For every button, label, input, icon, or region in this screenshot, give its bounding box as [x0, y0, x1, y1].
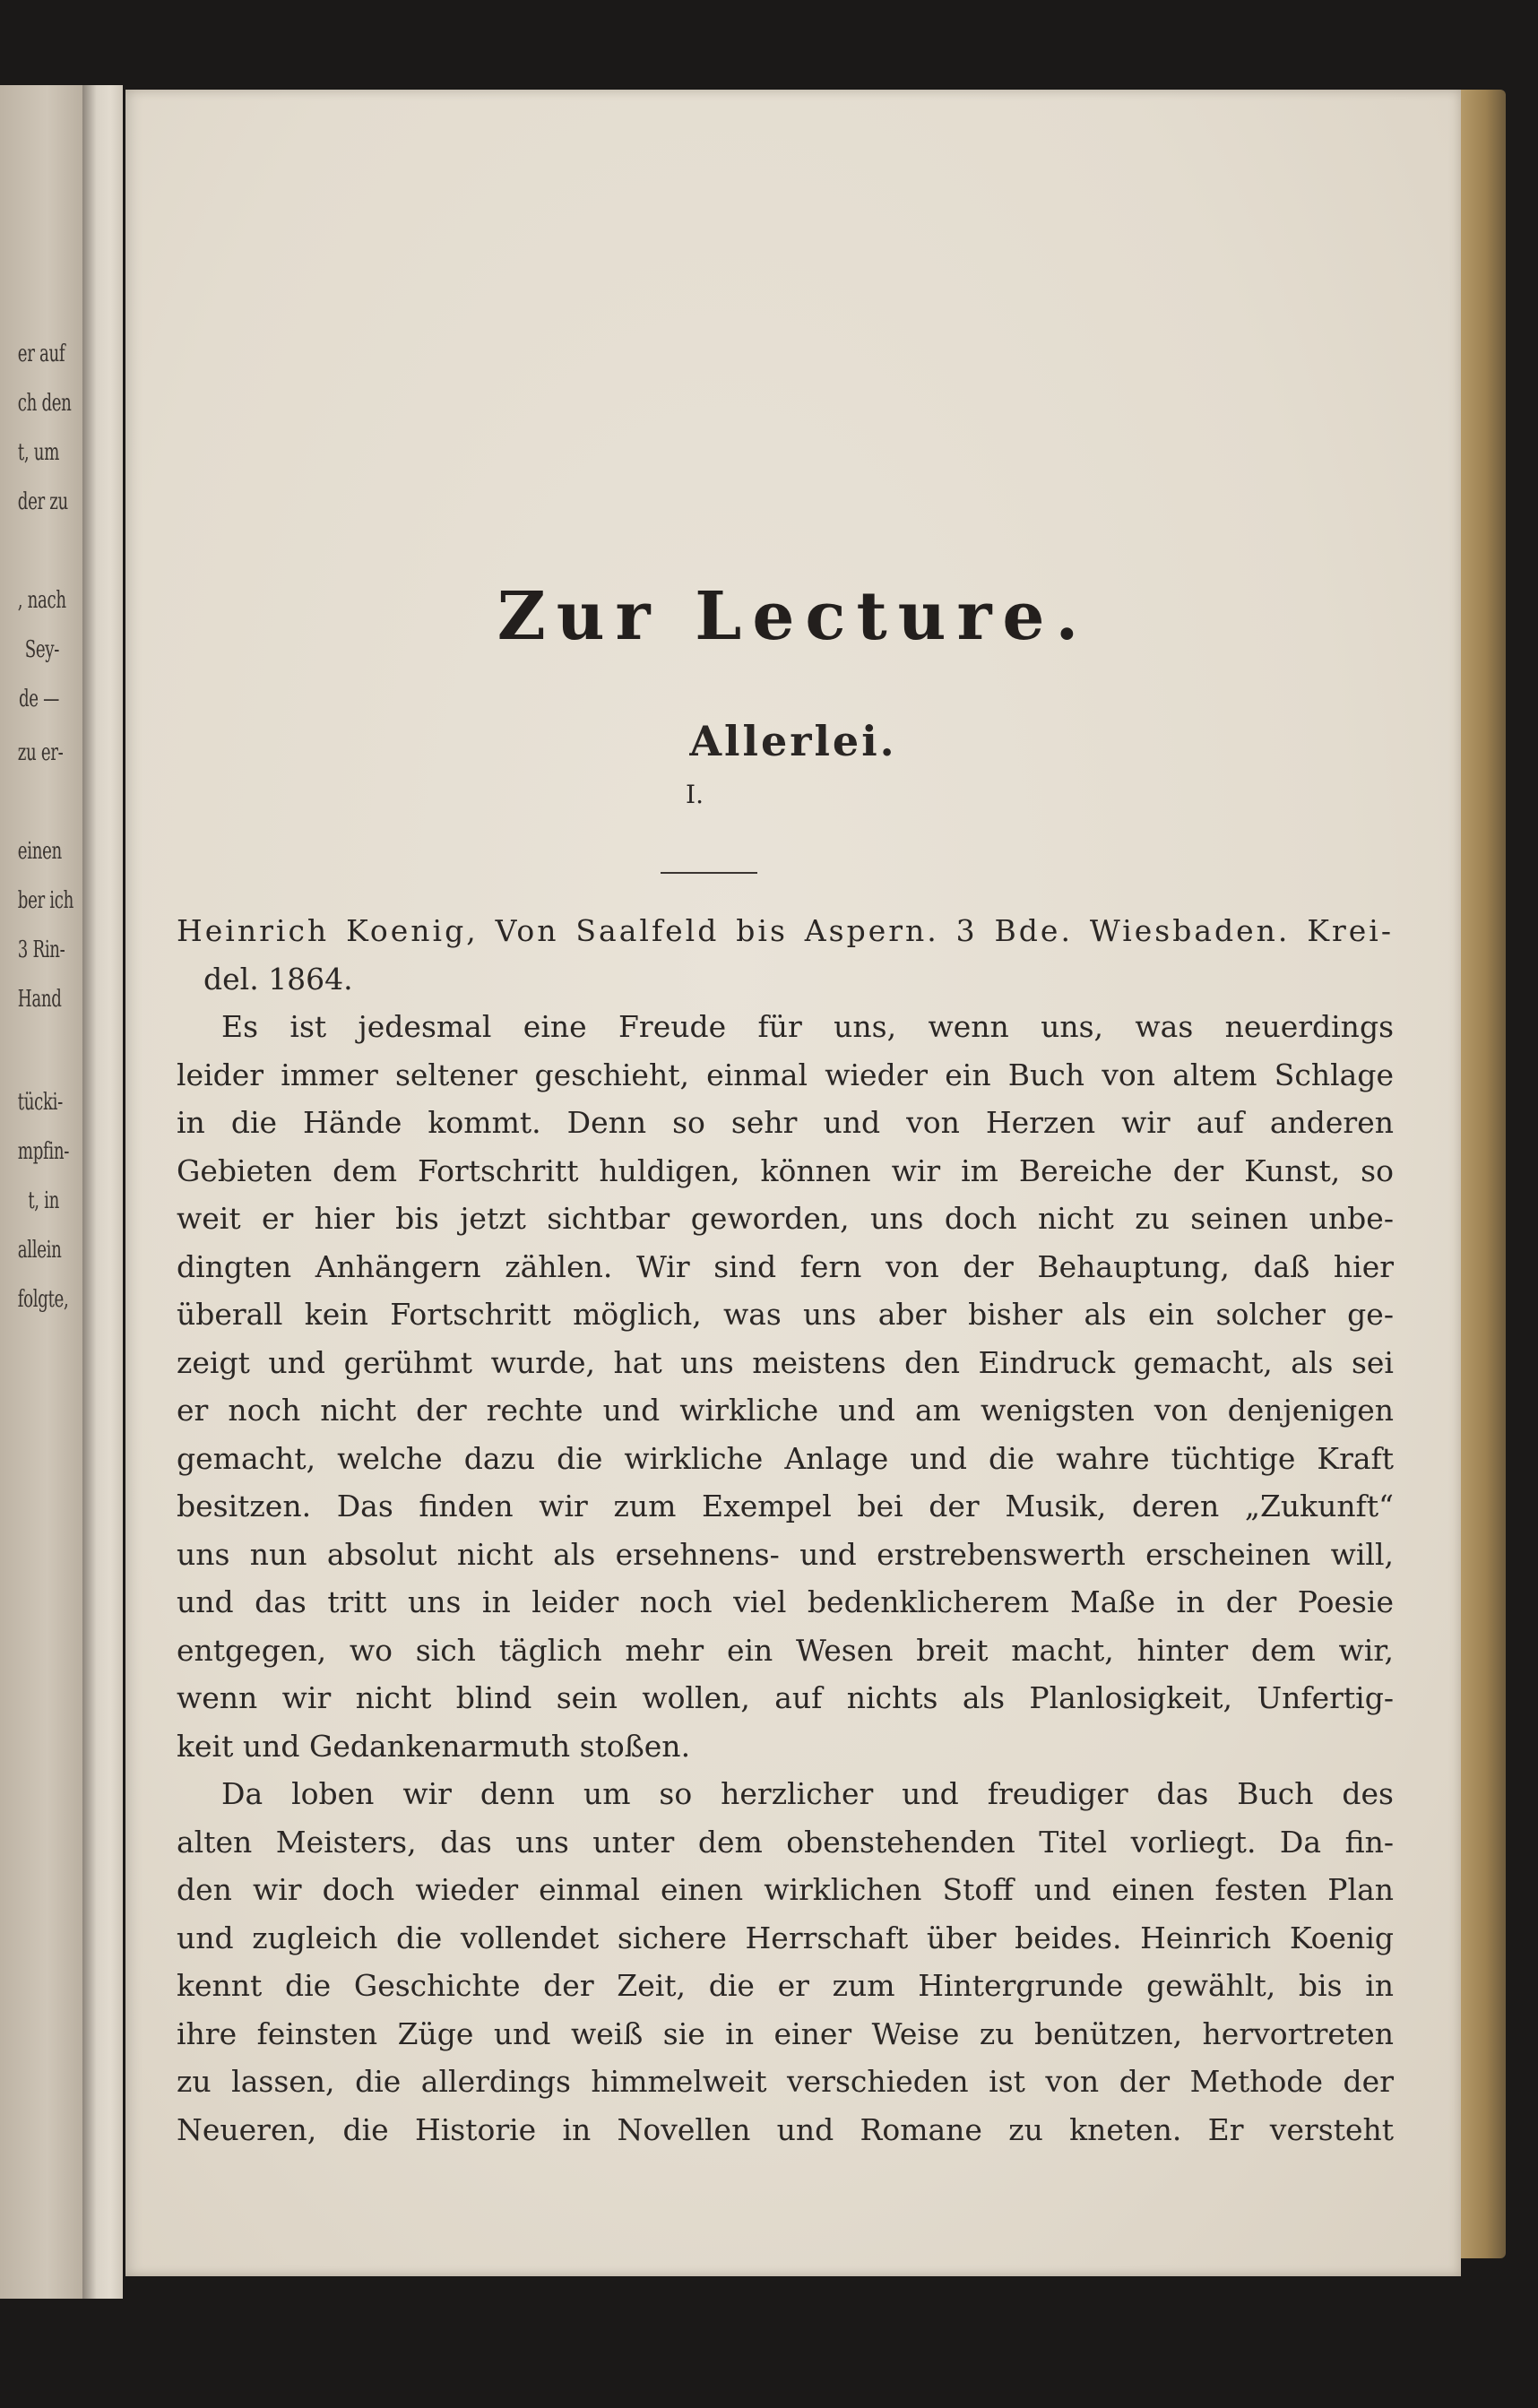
facing-page-line: 3 Rin-: [17, 936, 65, 963]
facing-page-line: ber ich: [17, 887, 74, 914]
text-line: Es ist jedesmal eine Freude für uns, wenn uns, was neuerdings: [221, 1009, 1394, 1044]
text-line: weit er hier bis jetzt sichtbar geworden, uns doch nicht zu seinen unbe-: [177, 1201, 1394, 1236]
facing-page-line: de —: [18, 686, 59, 712]
body-text: [177, 907, 1394, 2153]
paragraph: [177, 1003, 1394, 1770]
text-line: und das tritt uns in leider noch viel bedenklicherem Maße in der Poesie: [177, 1584, 1394, 1619]
facing-page: [0, 85, 85, 2299]
text-line: uns nun absolut nicht als ersehnens- und erstrebenswerth erscheinen will,: [177, 1536, 1394, 1572]
page-gutter: [82, 85, 123, 2299]
facing-page-line: einen: [17, 838, 62, 865]
text-line: wenn wir nicht blind sein wollen, auf nichts als Planlosigkeit, Unfertig-: [177, 1680, 1394, 1715]
text-line: Neueren, die Historie in Novellen und Romane zu kneten. Er versteht: [177, 2111, 1394, 2147]
text-line: überall kein Fortschritt möglich, was uns aber bisher als ein solcher ge-: [177, 1297, 1394, 1332]
text-line: ihre feinsten Züge und weiß sie in einer Weise zu benützen, hervortreten: [177, 2015, 1394, 2051]
page-title: Zur Lecture.: [497, 578, 1090, 655]
paragraphs: [177, 1003, 1394, 2153]
facing-page-line: allein: [17, 1237, 62, 1264]
text-line: keit und Gedankenarmuth stoßen.: [177, 1728, 691, 1764]
facing-page-line: t, in: [28, 1187, 60, 1214]
section-number: I.: [686, 780, 704, 809]
facing-page-line: ch den: [17, 390, 72, 417]
facing-page-line: der zu: [17, 488, 68, 515]
divider-rule: [661, 872, 757, 874]
facing-page-line: mpfin-: [17, 1138, 70, 1165]
text-line: in die Hände kommt. Denn so sehr und von Herzen wir auf anderen: [177, 1105, 1394, 1140]
facing-page-line: , nach: [17, 587, 66, 614]
text-line: dingten Anhängern zählen. Wir sind fern von der Behauptung, daß hier: [177, 1248, 1394, 1284]
text-line: besitzen. Das finden wir zum Exempel bei der Musik, deren „Zukunft“: [177, 1489, 1394, 1523]
paragraph: [177, 1770, 1394, 2153]
facing-page-line: folgte,: [17, 1286, 69, 1313]
facing-page-line: tücki-: [17, 1089, 63, 1116]
citation-line: del. 1864.: [203, 961, 353, 997]
text-line: Da loben wir denn um so herzlicher und freudiger das Buch des: [221, 1776, 1394, 1811]
citation-line: Heinrich Koenig, Von Saalfeld bis Aspern. 3 Bde. Wiesbaden. Krei-: [177, 913, 1394, 948]
text-line: Gebieten dem Fortschritt huldigen, können wir im Bereiche der Kunst, so: [177, 1152, 1394, 1188]
book-page: [125, 90, 1461, 2276]
text-line: den wir doch wieder einmal einen wirklichen Stoff und einen festen Plan: [177, 1872, 1394, 1907]
facing-page-line: er auf: [17, 341, 65, 367]
text-line: leider immer seltener geschieht, einmal wieder ein Buch von altem Schlage: [177, 1057, 1394, 1092]
text-line: zu lassen, die allerdings himmelweit verschieden ist von der Methode der: [177, 2064, 1394, 2099]
text-line: alten Meisters, das uns unter dem obenstehenden Titel vorliegt. Da fin-: [177, 1824, 1394, 1860]
text-line: zeigt und gerühmt wurde, hat uns meistens den Eindruck gemacht, als sei: [177, 1344, 1394, 1380]
text-line: entgegen, wo sich täglich mehr ein Wesen breit macht, hinter dem wir,: [177, 1632, 1394, 1668]
text-line: und zugleich die vollendet sichere Herrschaft über beides. Heinrich Koenig: [177, 1920, 1394, 1955]
facing-page-line: Hand: [17, 986, 62, 1013]
facing-page-line: zu er-: [17, 739, 64, 766]
text-line: gemacht, welche dazu die wirkliche Anlage und die wahre tüchtige Kraft: [177, 1440, 1394, 1476]
facing-page-line: Sey-: [24, 636, 59, 663]
section-subtitle: Allerlei.: [689, 717, 897, 765]
text-line: kennt die Geschichte der Zeit, die er zum Hintergrunde gewählt, bis in: [177, 1968, 1394, 2003]
text-line: er noch nicht der rechte und wirkliche und am wenigsten von denjenigen: [177, 1393, 1394, 1428]
facing-page-line: t, um: [17, 439, 59, 466]
